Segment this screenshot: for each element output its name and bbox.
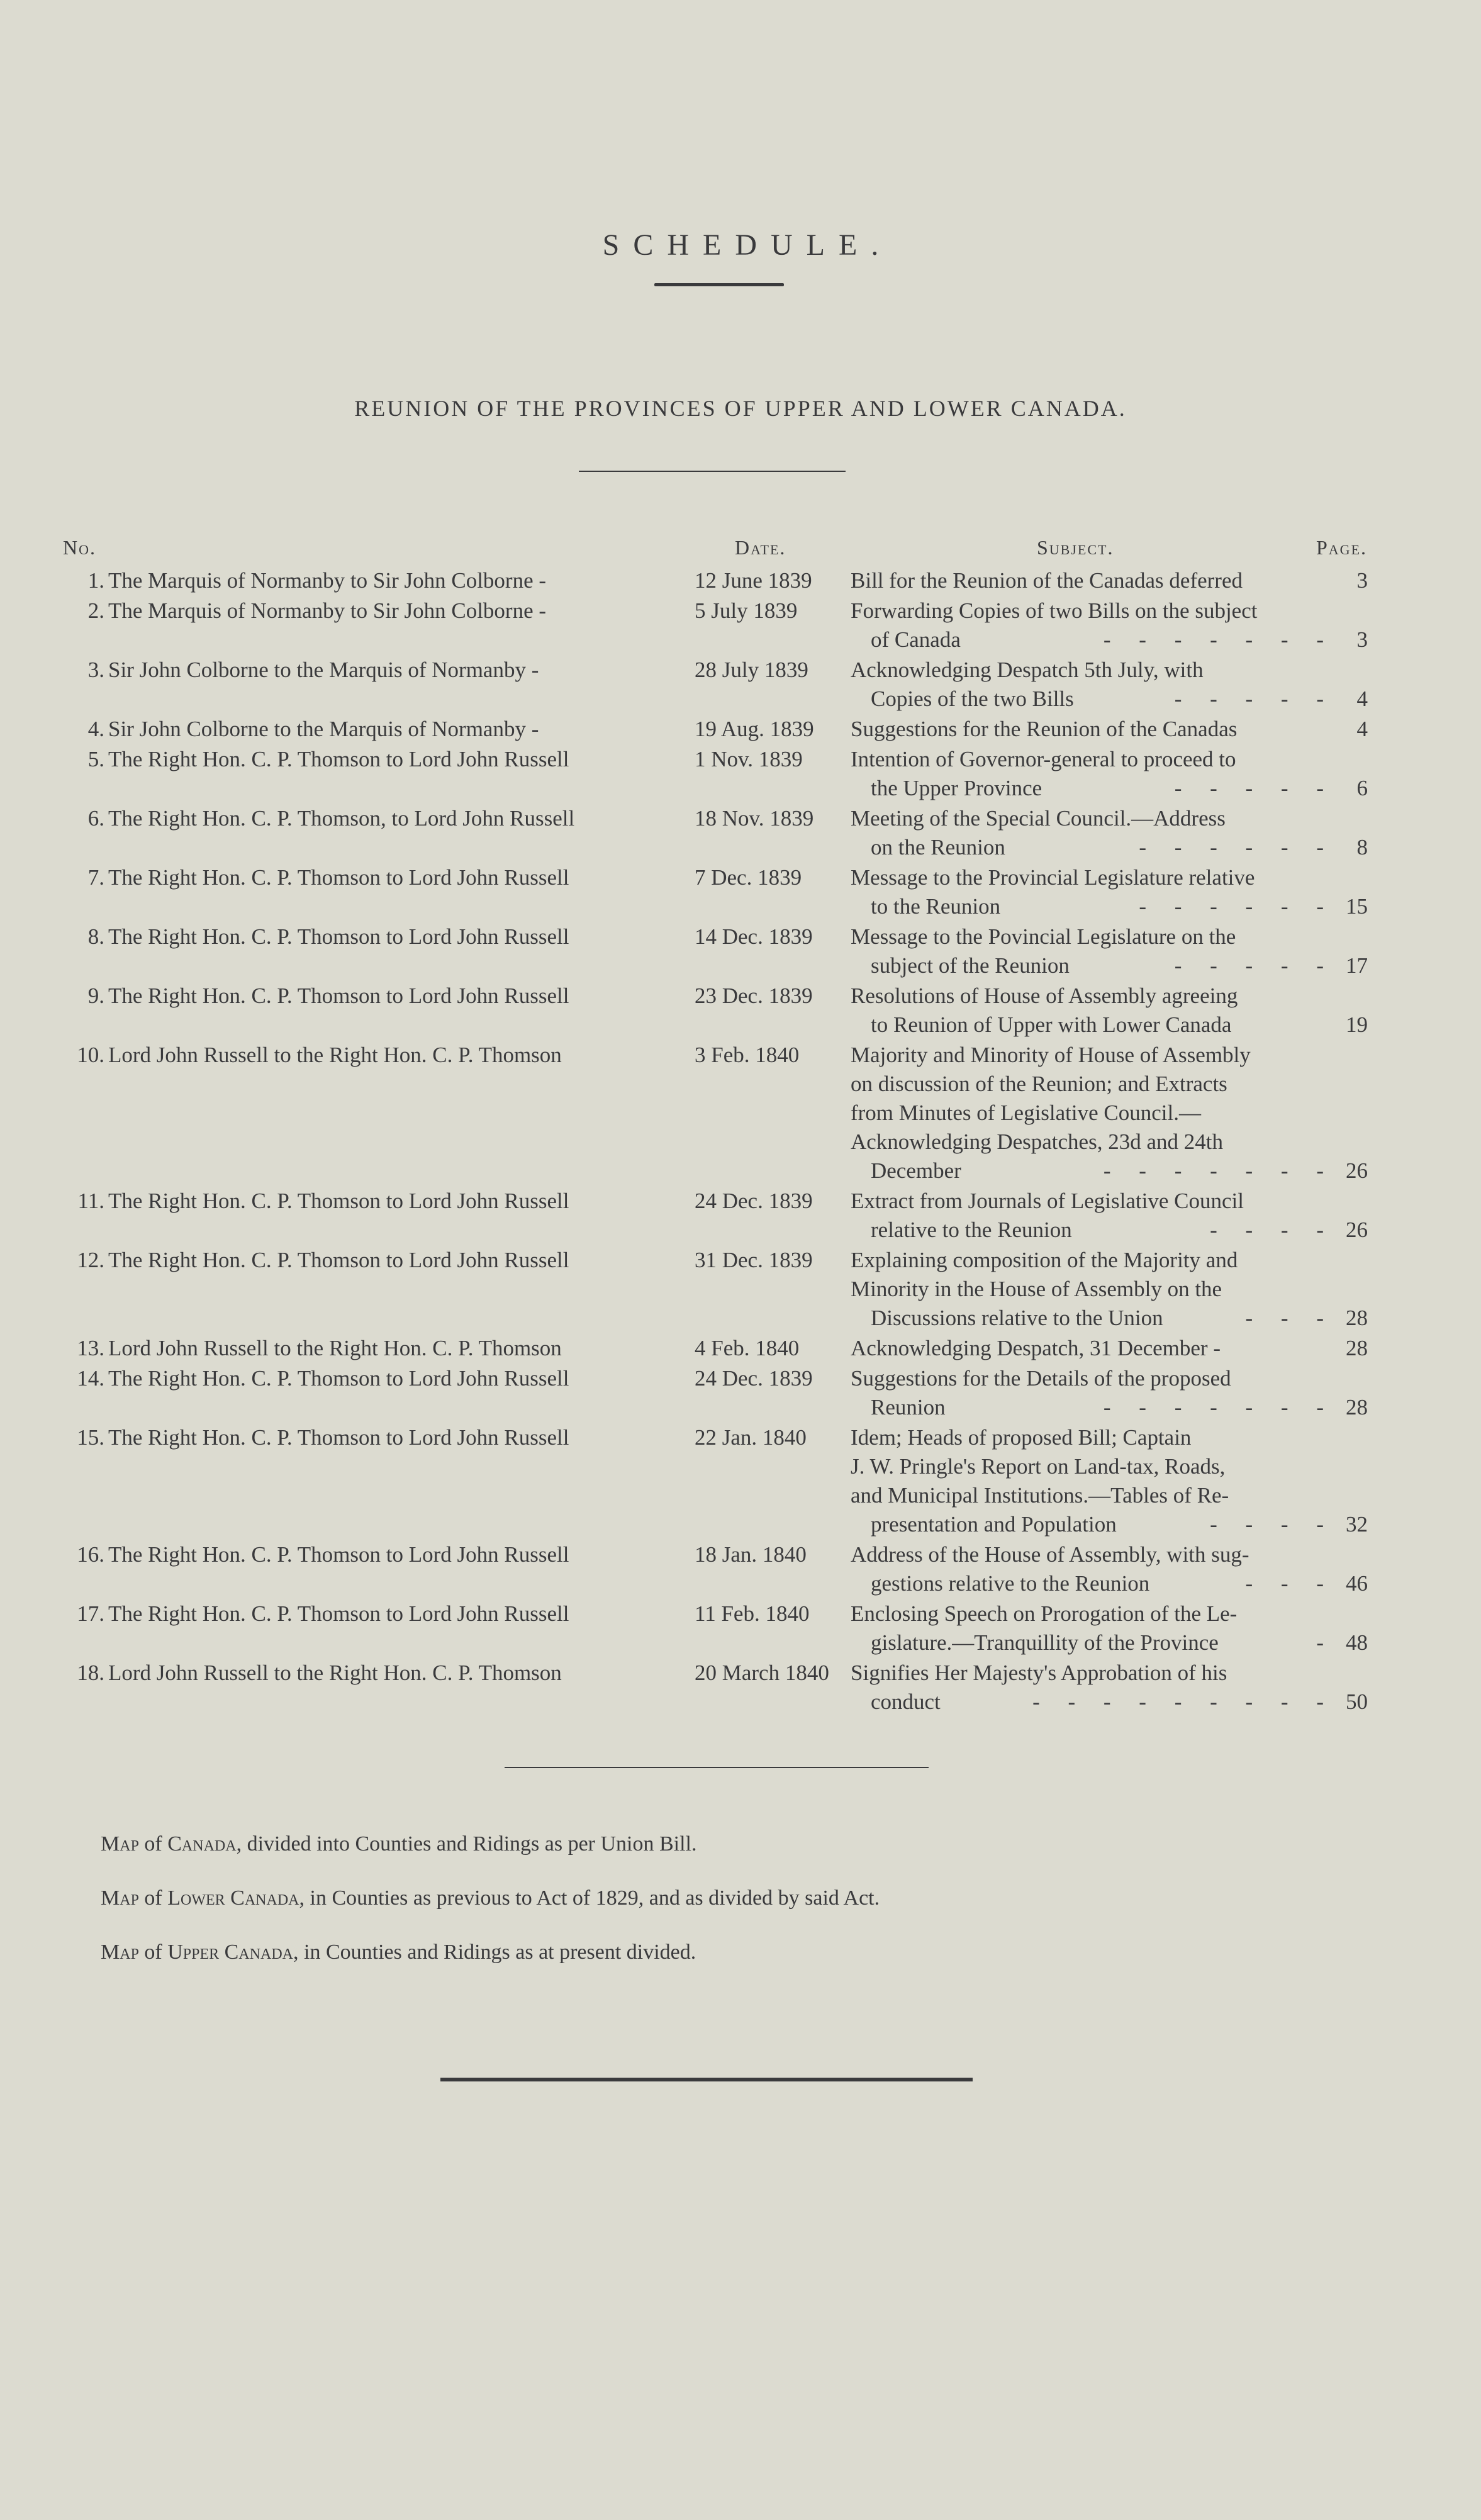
entry-subject-line: Message to the Provincial Legislature relative bbox=[851, 865, 1255, 890]
entry-date: 14 Dec. 1839 bbox=[695, 924, 813, 949]
entry-subject bbox=[851, 715, 1335, 744]
entry-subject-last-line bbox=[851, 1011, 1335, 1039]
entry-number: 6. bbox=[87, 806, 104, 831]
entry-subject bbox=[851, 922, 1335, 980]
entry-number: 8. bbox=[87, 924, 104, 949]
entry-page: 15 bbox=[1346, 894, 1368, 919]
table-row bbox=[0, 566, 1481, 595]
entry-subject-line: J. W. Pringle's Report on Land-tax, Roads, bbox=[851, 1454, 1226, 1479]
entry-page: 17 bbox=[1346, 953, 1368, 978]
entry-parties: The Right Hon. C. P. Thomson to Lord John Russell bbox=[108, 1601, 569, 1626]
entry-subject-last-line bbox=[851, 1216, 1335, 1245]
column-header-page: Page. bbox=[1316, 536, 1368, 559]
entry-page: 28 bbox=[1346, 1395, 1368, 1420]
entry-subject-line: Address of the House of Assembly, with sug- bbox=[851, 1542, 1249, 1567]
entry-number: 4. bbox=[87, 717, 104, 741]
entry-parties: The Right Hon. C. P. Thomson, to Lord John Russell bbox=[108, 806, 575, 831]
entry-subject-last-line bbox=[851, 1156, 1335, 1185]
table-row bbox=[0, 1364, 1481, 1422]
entry-subject-line: Acknowledging Despatches, 23d and 24th bbox=[851, 1129, 1223, 1154]
entry-number: 7. bbox=[87, 865, 104, 890]
entry-number: 15. bbox=[77, 1425, 104, 1450]
table-row bbox=[0, 1423, 1481, 1539]
entry-subject-last-line bbox=[851, 625, 1335, 654]
entry-subject bbox=[851, 566, 1335, 595]
schedule-table bbox=[0, 566, 1481, 1718]
map-description: in Counties as previous to Act of 1829, and as divided by said Act. bbox=[310, 1886, 880, 1910]
entry-subject-text: presentation and Population bbox=[871, 1512, 1117, 1537]
entry-parties: The Right Hon. C. P. Thomson to Lord John Russell bbox=[108, 747, 569, 771]
page-title: SCHEDULE. bbox=[602, 228, 893, 262]
map-of: of bbox=[144, 1832, 162, 1856]
entry-page: 46 bbox=[1346, 1571, 1368, 1596]
entry-number: 16. bbox=[77, 1542, 104, 1567]
entry-number: 9. bbox=[87, 983, 104, 1008]
entry-subject-text: Bill for the Reunion of the Canadas deferred bbox=[851, 568, 1243, 593]
entry-parties: The Right Hon. C. P. Thomson to Lord John Russell bbox=[108, 924, 569, 949]
entry-page: 50 bbox=[1346, 1689, 1368, 1714]
table-row bbox=[0, 922, 1481, 980]
entry-subject-text: Copies of the two Bills bbox=[871, 686, 1074, 711]
entry-date: 24 Dec. 1839 bbox=[695, 1366, 813, 1391]
entry-date: 12 June 1839 bbox=[695, 568, 812, 593]
entry-parties: Lord John Russell to the Right Hon. C. P. Thomson bbox=[108, 1660, 562, 1685]
table-row bbox=[0, 596, 1481, 654]
table-row bbox=[0, 1599, 1481, 1657]
entry-subject-text: Reunion bbox=[871, 1395, 946, 1420]
table-row bbox=[0, 1540, 1481, 1598]
map-item bbox=[101, 1817, 880, 1871]
leader-dots: - - - - - bbox=[1174, 776, 1335, 800]
end-rule bbox=[440, 2078, 973, 2081]
map-word: Map bbox=[101, 1886, 139, 1910]
entry-subject-line: Forwarding Copies of two Bills on the subject bbox=[851, 598, 1258, 623]
entry-subject-text: relative to the Reunion bbox=[871, 1218, 1072, 1242]
leader-dots: - - - bbox=[1245, 1571, 1335, 1596]
entry-subject-last-line bbox=[851, 685, 1335, 714]
map-place: Lower Canada, bbox=[167, 1886, 305, 1910]
entry-subject-last-line bbox=[851, 1688, 1335, 1716]
entry-date: 18 Jan. 1840 bbox=[695, 1542, 807, 1567]
entry-date: 18 Nov. 1839 bbox=[695, 806, 814, 831]
entry-date: 5 July 1839 bbox=[695, 598, 798, 623]
entry-parties: The Marquis of Normanby to Sir John Colborne - bbox=[108, 568, 547, 593]
leader-dots: - - - - - - - bbox=[1103, 1158, 1335, 1183]
leader-dots: - - - - - - - bbox=[1103, 1395, 1335, 1420]
entry-subject-text: December bbox=[871, 1158, 961, 1183]
table-row bbox=[0, 804, 1481, 862]
entry-date: 1 Nov. 1839 bbox=[695, 747, 803, 771]
entry-subject-text: subject of the Reunion bbox=[871, 953, 1070, 978]
entry-parties: Lord John Russell to the Right Hon. C. P. Thomson bbox=[108, 1043, 562, 1067]
entry-subject-text: the Upper Province bbox=[871, 776, 1042, 800]
entry-date: 20 March 1840 bbox=[695, 1660, 829, 1685]
entry-subject-line: Idem; Heads of proposed Bill; Captain bbox=[851, 1425, 1192, 1450]
leader-dots: - - - - - - - - - bbox=[1032, 1689, 1335, 1714]
entry-subject-line: Suggestions for the Details of the proposed bbox=[851, 1366, 1231, 1391]
leader-dots: - - - - - - bbox=[1139, 894, 1335, 919]
entry-subject-text: Acknowledging Despatch, 31 December - bbox=[851, 1336, 1221, 1360]
entry-parties: The Right Hon. C. P. Thomson to Lord John Russell bbox=[108, 1425, 569, 1450]
entry-subject-line: Meeting of the Special Council.—Address bbox=[851, 806, 1226, 831]
table-row bbox=[0, 863, 1481, 921]
leader-dots: - - - - - - bbox=[1139, 835, 1335, 860]
entry-page: 19 bbox=[1346, 1012, 1368, 1037]
table-row bbox=[0, 745, 1481, 803]
entry-parties: The Right Hon. C. P. Thomson to Lord John Russell bbox=[108, 1366, 569, 1391]
entry-date: 19 Aug. 1839 bbox=[695, 717, 814, 741]
entry-subject-line: Resolutions of House of Assembly agreeing bbox=[851, 983, 1238, 1008]
entry-subject-text: gestions relative to the Reunion bbox=[871, 1571, 1150, 1596]
entry-page: 26 bbox=[1346, 1158, 1368, 1183]
entry-parties: The Right Hon. C. P. Thomson to Lord John Russell bbox=[108, 1542, 569, 1567]
section-rule bbox=[505, 1767, 929, 1768]
entry-page: 32 bbox=[1346, 1512, 1368, 1537]
entry-subject-line: Majority and Minority of House of Assembly bbox=[851, 1043, 1251, 1067]
entry-subject bbox=[851, 1334, 1335, 1363]
entry-number: 14. bbox=[77, 1366, 104, 1391]
entry-subject bbox=[851, 1423, 1335, 1539]
table-row bbox=[0, 1041, 1481, 1185]
entry-subject-line: Enclosing Speech on Prorogation of the Le- bbox=[851, 1601, 1238, 1626]
leader-dots: - - - - - bbox=[1174, 953, 1335, 978]
entry-subject-last-line bbox=[851, 1569, 1335, 1598]
entry-subject-line: and Municipal Institutions.—Tables of Re- bbox=[851, 1483, 1229, 1508]
table-row bbox=[0, 1659, 1481, 1716]
entry-subject-line: Intention of Governor-general to proceed to bbox=[851, 747, 1236, 771]
entry-parties: Sir John Colborne to the Marquis of Normanby - bbox=[108, 717, 539, 741]
entry-date: 28 July 1839 bbox=[695, 658, 808, 682]
subtitle-rule bbox=[579, 471, 846, 472]
leader-dots: - bbox=[1316, 1630, 1335, 1655]
entry-number: 5. bbox=[87, 747, 104, 771]
entry-subject-last-line bbox=[851, 1334, 1335, 1363]
entry-subject bbox=[851, 656, 1335, 714]
entry-page: 28 bbox=[1346, 1336, 1368, 1360]
entry-number: 12. bbox=[77, 1248, 104, 1272]
entry-subject-line: Explaining composition of the Majority and bbox=[851, 1248, 1238, 1272]
entry-page: 3 bbox=[1356, 568, 1368, 593]
table-row bbox=[0, 982, 1481, 1039]
entry-subject-last-line bbox=[851, 833, 1335, 862]
entry-subject-last-line bbox=[851, 566, 1335, 595]
maps-list bbox=[101, 1817, 880, 1980]
entry-subject bbox=[851, 804, 1335, 862]
leader-dots: - - - - - bbox=[1174, 686, 1335, 711]
entry-subject-text: conduct bbox=[871, 1689, 941, 1714]
map-item bbox=[101, 1925, 880, 1980]
table-row bbox=[0, 715, 1481, 744]
entry-number: 17. bbox=[77, 1601, 104, 1626]
entry-number: 1. bbox=[87, 568, 104, 593]
entry-subject-text: gislature.—Tranquillity of the Province bbox=[871, 1630, 1219, 1655]
entry-date: 24 Dec. 1839 bbox=[695, 1189, 813, 1213]
entry-subject bbox=[851, 1364, 1335, 1422]
leader-dots: - - - - bbox=[1210, 1512, 1335, 1537]
leader-dots: - - - bbox=[1245, 1306, 1335, 1330]
map-place: Canada, bbox=[167, 1832, 242, 1856]
table-row bbox=[0, 1187, 1481, 1245]
column-header-date: Date. bbox=[735, 536, 786, 559]
entry-page: 26 bbox=[1346, 1218, 1368, 1242]
table-row bbox=[0, 1246, 1481, 1333]
entry-subject bbox=[851, 1659, 1335, 1716]
entry-subject-line: from Minutes of Legislative Council.— bbox=[851, 1100, 1201, 1125]
entry-subject-line: Minority in the House of Assembly on the bbox=[851, 1277, 1222, 1301]
entry-subject-last-line bbox=[851, 951, 1335, 980]
column-header-subject: Subject. bbox=[1037, 536, 1114, 559]
entry-subject-text: of Canada bbox=[871, 627, 961, 652]
entry-page: 3 bbox=[1356, 627, 1368, 652]
entry-subject-line: on discussion of the Reunion; and Extracts bbox=[851, 1072, 1227, 1096]
entry-parties: The Right Hon. C. P. Thomson to Lord John Russell bbox=[108, 865, 569, 890]
entry-date: 3 Feb. 1840 bbox=[695, 1043, 800, 1067]
entry-subject-last-line bbox=[851, 892, 1335, 921]
entry-parties: Lord John Russell to the Right Hon. C. P. Thomson bbox=[108, 1336, 562, 1360]
entry-subject-text: Suggestions for the Reunion of the Canadas bbox=[851, 717, 1238, 741]
entry-number: 10. bbox=[77, 1043, 104, 1067]
map-word: Map bbox=[101, 1832, 139, 1856]
entry-subject-line: Message to the Povincial Legislature on the bbox=[851, 924, 1236, 949]
leader-dots: - - - - - - - bbox=[1103, 627, 1335, 652]
entry-subject bbox=[851, 863, 1335, 921]
entry-page: 48 bbox=[1346, 1630, 1368, 1655]
entry-subject bbox=[851, 745, 1335, 803]
entry-number: 18. bbox=[77, 1660, 104, 1685]
entry-date: 22 Jan. 1840 bbox=[695, 1425, 807, 1450]
entry-page: 4 bbox=[1356, 717, 1368, 741]
entry-subject bbox=[851, 596, 1335, 654]
entry-subject bbox=[851, 982, 1335, 1039]
table-row bbox=[0, 656, 1481, 714]
entry-parties: The Right Hon. C. P. Thomson to Lord John Russell bbox=[108, 983, 569, 1008]
entry-parties: Sir John Colborne to the Marquis of Normanby - bbox=[108, 658, 539, 682]
entry-subject-last-line bbox=[851, 1393, 1335, 1422]
entry-subject-last-line bbox=[851, 1510, 1335, 1539]
entry-page: 28 bbox=[1346, 1306, 1368, 1330]
map-of: of bbox=[144, 1940, 162, 1964]
entry-number: 13. bbox=[77, 1336, 104, 1360]
entry-subject-last-line bbox=[851, 1304, 1335, 1333]
entry-date: 7 Dec. 1839 bbox=[695, 865, 802, 890]
entry-parties: The Right Hon. C. P. Thomson to Lord John Russell bbox=[108, 1248, 569, 1272]
entry-subject-line: Extract from Journals of Legislative Council bbox=[851, 1189, 1244, 1213]
table-row bbox=[0, 1334, 1481, 1363]
entry-subject-text: Discussions relative to the Union bbox=[871, 1306, 1163, 1330]
entry-subject bbox=[851, 1187, 1335, 1245]
entry-subject-text: on the Reunion bbox=[871, 835, 1005, 860]
entry-page: 6 bbox=[1356, 776, 1368, 800]
entry-date: 11 Feb. 1840 bbox=[695, 1601, 810, 1626]
entry-page: 8 bbox=[1356, 835, 1368, 860]
page-subtitle: REUNION OF THE PROVINCES OF UPPER AND LOWER CANADA. bbox=[354, 396, 1127, 421]
entry-subject-line: Signifies Her Majesty's Approbation of his bbox=[851, 1660, 1227, 1685]
column-header-no: No. bbox=[63, 536, 96, 559]
entry-page: 4 bbox=[1356, 686, 1368, 711]
leader-dots: - - - - bbox=[1210, 1218, 1335, 1242]
map-description: in Counties and Ridings as at present divided. bbox=[304, 1940, 696, 1964]
entry-subject-text: to Reunion of Upper with Lower Canada bbox=[871, 1012, 1232, 1037]
entry-parties: The Right Hon. C. P. Thomson to Lord John Russell bbox=[108, 1189, 569, 1213]
entry-subject bbox=[851, 1246, 1335, 1333]
title-rule bbox=[654, 283, 784, 286]
entry-date: 4 Feb. 1840 bbox=[695, 1336, 800, 1360]
entry-number: 11. bbox=[77, 1189, 104, 1213]
map-of: of bbox=[144, 1886, 162, 1910]
entry-subject-last-line bbox=[851, 715, 1335, 744]
entry-subject bbox=[851, 1041, 1335, 1185]
map-place: Upper Canada, bbox=[167, 1940, 299, 1964]
entry-subject-text: to the Reunion bbox=[871, 894, 1001, 919]
entry-subject-last-line bbox=[851, 1628, 1335, 1657]
entry-subject bbox=[851, 1599, 1335, 1657]
entry-date: 31 Dec. 1839 bbox=[695, 1248, 813, 1272]
entry-number: 2. bbox=[87, 598, 104, 623]
entry-subject-line: Acknowledging Despatch 5th July, with bbox=[851, 658, 1204, 682]
entry-parties: The Marquis of Normanby to Sir John Colborne - bbox=[108, 598, 547, 623]
map-description: divided into Counties and Ridings as per Union Bill. bbox=[247, 1832, 697, 1856]
entry-subject bbox=[851, 1540, 1335, 1598]
entry-subject-last-line bbox=[851, 774, 1335, 803]
map-item bbox=[101, 1871, 880, 1925]
map-word: Map bbox=[101, 1940, 139, 1964]
entry-date: 23 Dec. 1839 bbox=[695, 983, 813, 1008]
entry-number: 3. bbox=[87, 658, 104, 682]
